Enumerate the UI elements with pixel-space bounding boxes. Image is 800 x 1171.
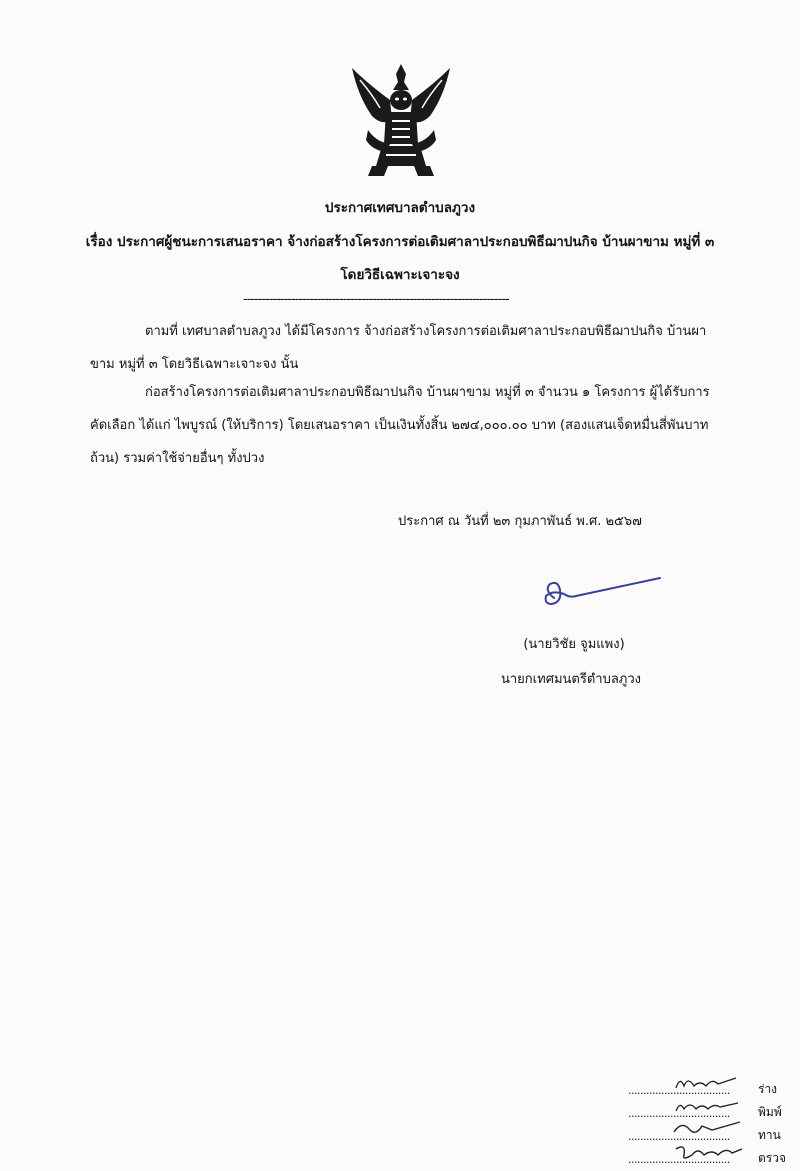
procurement-method: โดยวิธีเฉพาะเจาะจง xyxy=(340,267,460,283)
signatory-name: (นายวิชัย จูมแพง) xyxy=(523,637,625,652)
announcement-title: ประกาศเทศบาลตำบลภูวง xyxy=(324,200,476,216)
initials-icon xyxy=(672,1072,742,1092)
initials-icon xyxy=(672,1141,742,1161)
paragraph-1-line-2: ขาม หมู่ที่ ๓ โดยวิธีเฉพาะเจาะจง นั้น xyxy=(90,357,299,372)
review-label: ทาน xyxy=(758,1128,781,1142)
dotted-line: .................................. xyxy=(628,1130,730,1143)
paragraph-2-line-2: คัดเลือก ได้แก่ ไพบูรณ์ (ให้บริการ) โดยเสนอราคา เป็นเงินทั้งสิ้น ๒๗๔,๐๐๐.๐๐ บาท (สองแสนเจ็ดหมื่นสี่พันบาท xyxy=(90,418,709,433)
garuda-emblem-icon xyxy=(346,60,456,180)
check-label: ตรวจ xyxy=(758,1151,787,1165)
signatory-position: นายกเทศมนตรีตำบลภูวง xyxy=(501,672,641,687)
draft-label: ร่าง xyxy=(758,1082,778,1096)
paragraph-2-line-3: ถ้วน) รวมค่าใช้จ่ายอื่นๆ ทั้งปวง xyxy=(90,451,265,466)
announcement-date: ประกาศ ณ วันที่ ๒๓ กุมภาพันธ์ พ.ศ. ๒๕๖๗ xyxy=(398,514,642,529)
approval-row-check xyxy=(628,1147,798,1170)
title-divider: ------------------------------------------------------------------------ xyxy=(243,292,509,307)
dotted-line: .................................. xyxy=(628,1153,730,1166)
initials-icon xyxy=(672,1118,742,1138)
announcement-subject: เรื่อง ประกาศผู้ชนะการเสนอราคา จ้างก่อสร้างโครงการต่อเติมศาลาประกอบพิธีฌาปนกิจ บ้านผาขาม หมู่ที่ ๓ xyxy=(85,234,715,250)
approval-block xyxy=(628,1078,798,1170)
paragraph-1-line-1: ตามที่ เทศบาลตำบลภูวง ได้มีโครงการ จ้างก่อสร้างโครงการต่อเติมศาลาประกอบพิธีฌาปนกิจ บ้านผา xyxy=(145,324,707,339)
signature-icon xyxy=(530,572,670,612)
dotted-line: .................................. xyxy=(628,1084,730,1097)
initials-icon xyxy=(672,1095,742,1115)
print-label: พิมพ์ xyxy=(758,1105,782,1119)
paragraph-2-line-1: ก่อสร้างโครงการต่อเติมศาลาประกอบพิธีฌาปนกิจ บ้านผาขาม หมู่ที่ ๓ จำนวน ๑ โครงการ ผู้ได้รับการ xyxy=(145,385,710,400)
dotted-line: .................................. xyxy=(628,1107,730,1120)
